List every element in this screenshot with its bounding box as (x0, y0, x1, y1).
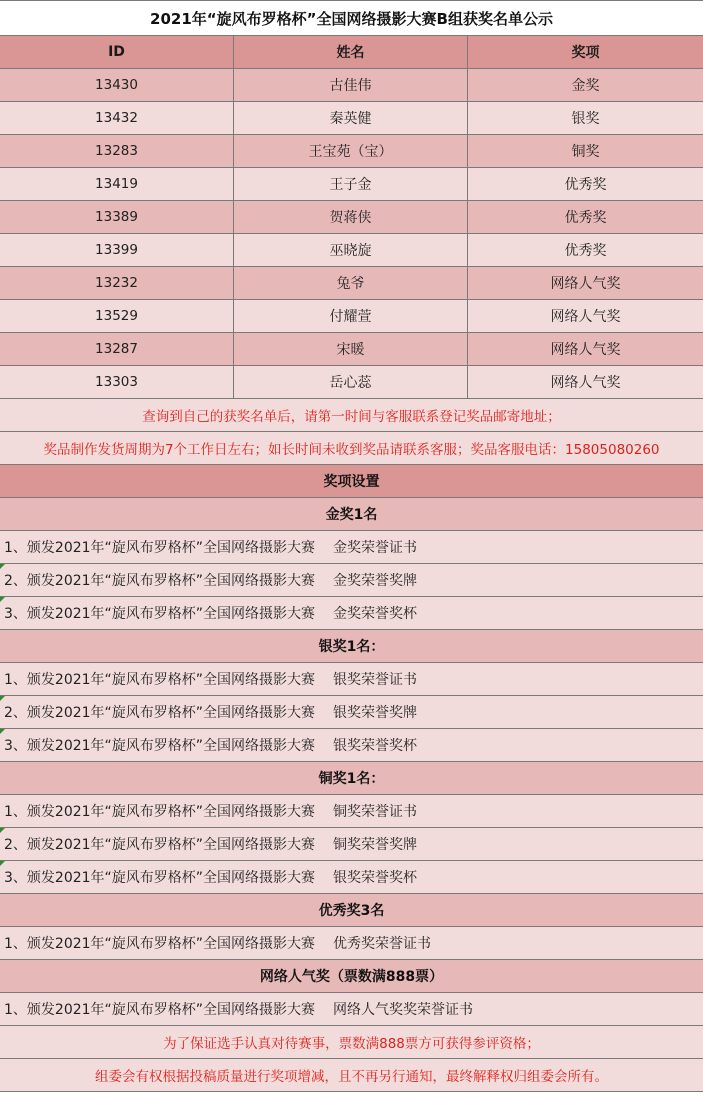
table-row (0, 69, 703, 102)
cell-comment-marker (0, 597, 5, 602)
cell-id: 13389 (0, 201, 234, 233)
cell-award: 金奖 (571, 78, 600, 94)
cell-id: 13303 (0, 366, 234, 398)
item-text: 1、颁发2021年“旋风布罗格杯”全国网络摄影大赛 (4, 540, 316, 556)
cell-comment-marker (0, 696, 5, 701)
cell-comment-marker (0, 828, 5, 833)
cell-name: 宋暖 (234, 333, 468, 365)
cell-name: 古佳伟 (234, 69, 468, 101)
cell-award: 网络人气奖 (550, 276, 621, 292)
notice-contact: 查询到自己的获奖名单后，请第一时间与客服联系登记奖品邮寄地址； (0, 399, 703, 432)
list-item (0, 861, 703, 894)
table-row (0, 102, 703, 135)
item-prize: 金奖荣誉奖牌 (333, 573, 418, 589)
cell-id: 13399 (0, 234, 234, 266)
list-item (0, 564, 703, 597)
cell-award: 网络人气奖 (550, 375, 621, 391)
section-title: 网络人气奖（票数满888票） (0, 960, 703, 993)
column-header-name: 姓名 (234, 36, 468, 68)
settings-title: 奖项设置 (0, 465, 703, 498)
page-title-text: 2021年“旋风布罗格杯”全国网络摄影大赛B组获奖名单公示 (150, 9, 553, 28)
cell-id: 13430 (0, 69, 234, 101)
list-item (0, 927, 703, 960)
table-row (0, 366, 703, 399)
column-header-id: ID (0, 36, 234, 68)
item-prize: 优秀奖荣誉证书 (333, 936, 432, 952)
item-text: 2、颁发2021年“旋风布罗格杯”全国网络摄影大赛 (4, 573, 316, 589)
cell-award: 优秀奖 (564, 243, 607, 259)
list-item (0, 663, 703, 696)
page-title (0, 0, 703, 36)
list-item (0, 531, 703, 564)
cell-award: 网络人气奖 (550, 309, 621, 325)
cell-name: 兔爷 (234, 267, 468, 299)
cell-id: 13232 (0, 267, 234, 299)
item-prize: 银奖荣誉奖杯 (333, 870, 418, 886)
footer-votes: 为了保证选手认真对待赛事，票数满888票方可获得参评资格； (0, 1026, 703, 1059)
table-header (0, 36, 703, 69)
table-row (0, 300, 703, 333)
notice-shipping: 奖品制作发货周期为7个工作日左右；如长时间未收到奖品请联系客服；奖品客服电话：15805080260 (0, 432, 703, 465)
item-text: 3、颁发2021年“旋风布罗格杯”全国网络摄影大赛 (4, 870, 316, 886)
list-item (0, 696, 703, 729)
section-title: 银奖1名： (0, 630, 703, 663)
cell-name: 秦英健 (234, 102, 468, 134)
list-item (0, 993, 703, 1026)
item-prize: 银奖荣誉奖牌 (333, 705, 418, 721)
item-prize: 银奖荣誉奖杯 (333, 738, 418, 754)
cell-comment-marker (0, 564, 5, 569)
cell-name: 岳心蕊 (234, 366, 468, 398)
section-title: 优秀奖3名 (0, 894, 703, 927)
list-item (0, 828, 703, 861)
table-row (0, 135, 703, 168)
item-prize: 金奖荣誉奖杯 (333, 606, 418, 622)
table-row (0, 333, 703, 366)
item-prize: 金奖荣誉证书 (333, 540, 418, 556)
cell-name: 贺蒋侠 (234, 201, 468, 233)
cell-award: 优秀奖 (564, 210, 607, 226)
item-prize: 网络人气奖奖荣誉证书 (333, 1002, 474, 1018)
table-row (0, 267, 703, 300)
section-title: 铜奖1名： (0, 762, 703, 795)
cell-name: 付耀萱 (234, 300, 468, 332)
cell-award: 优秀奖 (564, 177, 607, 193)
cell-comment-marker (0, 861, 5, 866)
cell-name: 王宝苑（宝） (234, 135, 468, 167)
item-text: 1、颁发2021年“旋风布罗格杯”全国网络摄影大赛 (4, 804, 316, 820)
award-settings (0, 498, 703, 1026)
cell-id: 13287 (0, 333, 234, 365)
cell-id: 13432 (0, 102, 234, 134)
cell-id: 13529 (0, 300, 234, 332)
cell-name: 巫晓旋 (234, 234, 468, 266)
cell-name: 王子金 (234, 168, 468, 200)
list-item (0, 597, 703, 630)
item-text: 1、颁发2021年“旋风布罗格杯”全国网络摄影大赛 (4, 936, 316, 952)
item-text: 2、颁发2021年“旋风布罗格杯”全国网络摄影大赛 (4, 837, 316, 853)
table-row (0, 168, 703, 201)
item-prize: 银奖荣誉证书 (333, 672, 418, 688)
table-row (0, 234, 703, 267)
column-header-award: 奖项 (571, 45, 600, 61)
item-text: 3、颁发2021年“旋风布罗格杯”全国网络摄影大赛 (4, 738, 316, 754)
cell-comment-marker (0, 729, 5, 734)
item-text: 3、颁发2021年“旋风布罗格杯”全国网络摄影大赛 (4, 606, 316, 622)
winner-table-body (0, 69, 703, 399)
table-row (0, 201, 703, 234)
item-prize: 铜奖荣誉奖牌 (333, 837, 418, 853)
item-text: 2、颁发2021年“旋风布罗格杯”全国网络摄影大赛 (4, 705, 316, 721)
item-prize: 铜奖荣誉证书 (333, 804, 418, 820)
list-item (0, 729, 703, 762)
cell-id: 13419 (0, 168, 234, 200)
item-text: 1、颁发2021年“旋风布罗格杯”全国网络摄影大赛 (4, 672, 316, 688)
cell-award: 银奖 (571, 111, 600, 127)
cell-award: 网络人气奖 (550, 342, 621, 358)
cell-id: 13283 (0, 135, 234, 167)
section-title: 金奖1名 (0, 498, 703, 531)
cell-award: 铜奖 (571, 144, 600, 160)
item-text: 1、颁发2021年“旋风布罗格杯”全国网络摄影大赛 (4, 1002, 316, 1018)
list-item (0, 795, 703, 828)
footer-rights: 组委会有权根据投稿质量进行奖项增减，且不再另行通知，最终解释权归组委会所有。 (0, 1059, 703, 1092)
